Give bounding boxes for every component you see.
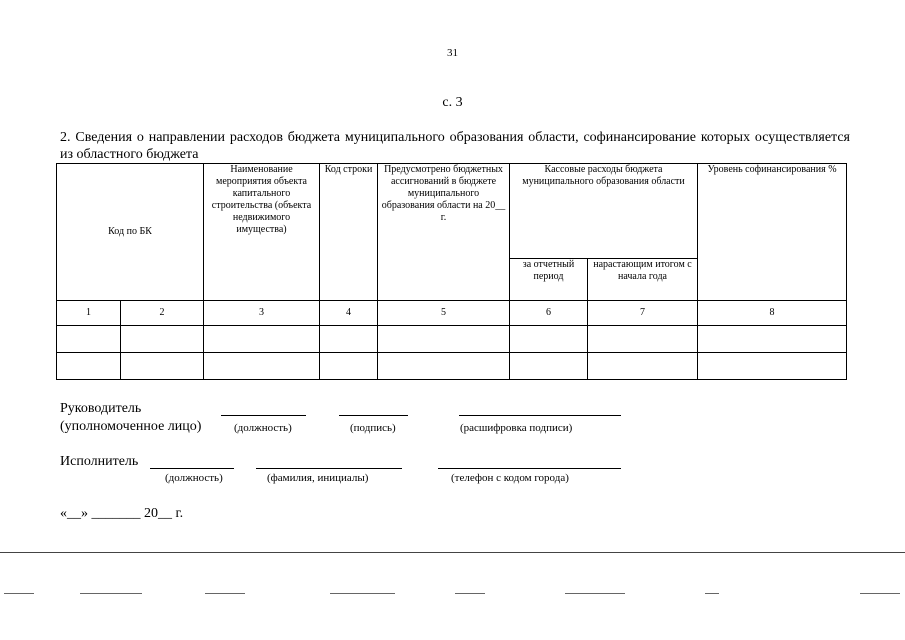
table-cell[interactable]: [320, 353, 378, 380]
rasshifrovka-caption: (расшифровка подписи): [460, 422, 573, 434]
bottom-rule: [0, 552, 905, 553]
column-number: 1: [57, 301, 121, 326]
table-row: [57, 353, 847, 380]
table-cell[interactable]: [378, 326, 510, 353]
divider: [565, 593, 625, 594]
table-cell[interactable]: [204, 326, 320, 353]
telefon-line[interactable]: [438, 468, 621, 469]
divider: [705, 593, 719, 594]
rasshifrovka-line[interactable]: [459, 415, 621, 416]
table-cell[interactable]: [588, 353, 698, 380]
divider: [455, 593, 485, 594]
ispolnitel-label: Исполнитель: [60, 454, 139, 469]
familiya-caption: (фамилия, инициалы): [267, 472, 369, 484]
table-cell[interactable]: [510, 353, 588, 380]
table-cell[interactable]: [121, 326, 204, 353]
column-number: 8: [698, 301, 847, 326]
column-number: 4: [320, 301, 378, 326]
table-cell[interactable]: [57, 353, 121, 380]
header-uroven-sofinansirovaniya: Уровень софинансирования %: [698, 164, 847, 301]
table-cell[interactable]: [698, 326, 847, 353]
table-cell[interactable]: [510, 326, 588, 353]
table-cell[interactable]: [57, 326, 121, 353]
header-kassovye-raskhody: Кассовые расходы бюджета муниципального образования области: [510, 164, 698, 259]
dolzhnost-line[interactable]: [221, 415, 306, 416]
column-number: 3: [204, 301, 320, 326]
divider: [4, 593, 34, 594]
table-cell[interactable]: [378, 353, 510, 380]
column-number: 5: [378, 301, 510, 326]
table-cell[interactable]: [320, 326, 378, 353]
rukovoditel-label: Руководитель: [60, 401, 142, 416]
ispolnitel-dolzhnost-line[interactable]: [150, 468, 234, 469]
column-number: 6: [510, 301, 588, 326]
upolnomochennoe-label: (уполномоченное лицо): [60, 419, 202, 434]
table-cell[interactable]: [121, 353, 204, 380]
table-row: [57, 326, 847, 353]
header-za-otchetny-period: за отчетный период: [510, 259, 588, 301]
ispolnitel-dolzhnost-caption: (должность): [165, 472, 223, 484]
dolzhnost-caption: (должность): [234, 422, 292, 434]
column-number: 2: [121, 301, 204, 326]
podpis-line[interactable]: [339, 415, 408, 416]
header-kod-stroki: Код строки: [320, 164, 378, 301]
table-cell[interactable]: [698, 353, 847, 380]
header-predusmotreno: Предусмотрено бюджетных ассигнований в бюджете муниципального образования области на 20__ г.: [378, 164, 510, 301]
table-cell[interactable]: [588, 326, 698, 353]
page-subnumber: с. 3: [442, 95, 463, 110]
divider: [80, 593, 142, 594]
page-number: 31: [447, 47, 458, 59]
divider: [860, 593, 900, 594]
report-table: [56, 163, 847, 380]
divider: [330, 593, 395, 594]
header-kod-bk: Код по БК: [57, 164, 204, 301]
date-line[interactable]: «__» _______ 20__ г.: [60, 506, 184, 521]
telefon-caption: (телефон с кодом города): [451, 472, 569, 484]
header-naimenovanie: Наименование мероприятия объекта капитального строительства (объекта недвижимого имущества): [204, 164, 320, 301]
header-narastayushchim-itogom: нарастающим итогом с начала года: [588, 259, 698, 301]
divider: [205, 593, 245, 594]
podpis-caption: (подпись): [350, 422, 396, 434]
table-cell[interactable]: [204, 353, 320, 380]
column-number: 7: [588, 301, 698, 326]
section-title: 2. Сведения о направлении расходов бюджета муниципального образования области, софинансирование которых осуществляется из областного бюджета: [60, 130, 850, 162]
familiya-line[interactable]: [256, 468, 402, 469]
